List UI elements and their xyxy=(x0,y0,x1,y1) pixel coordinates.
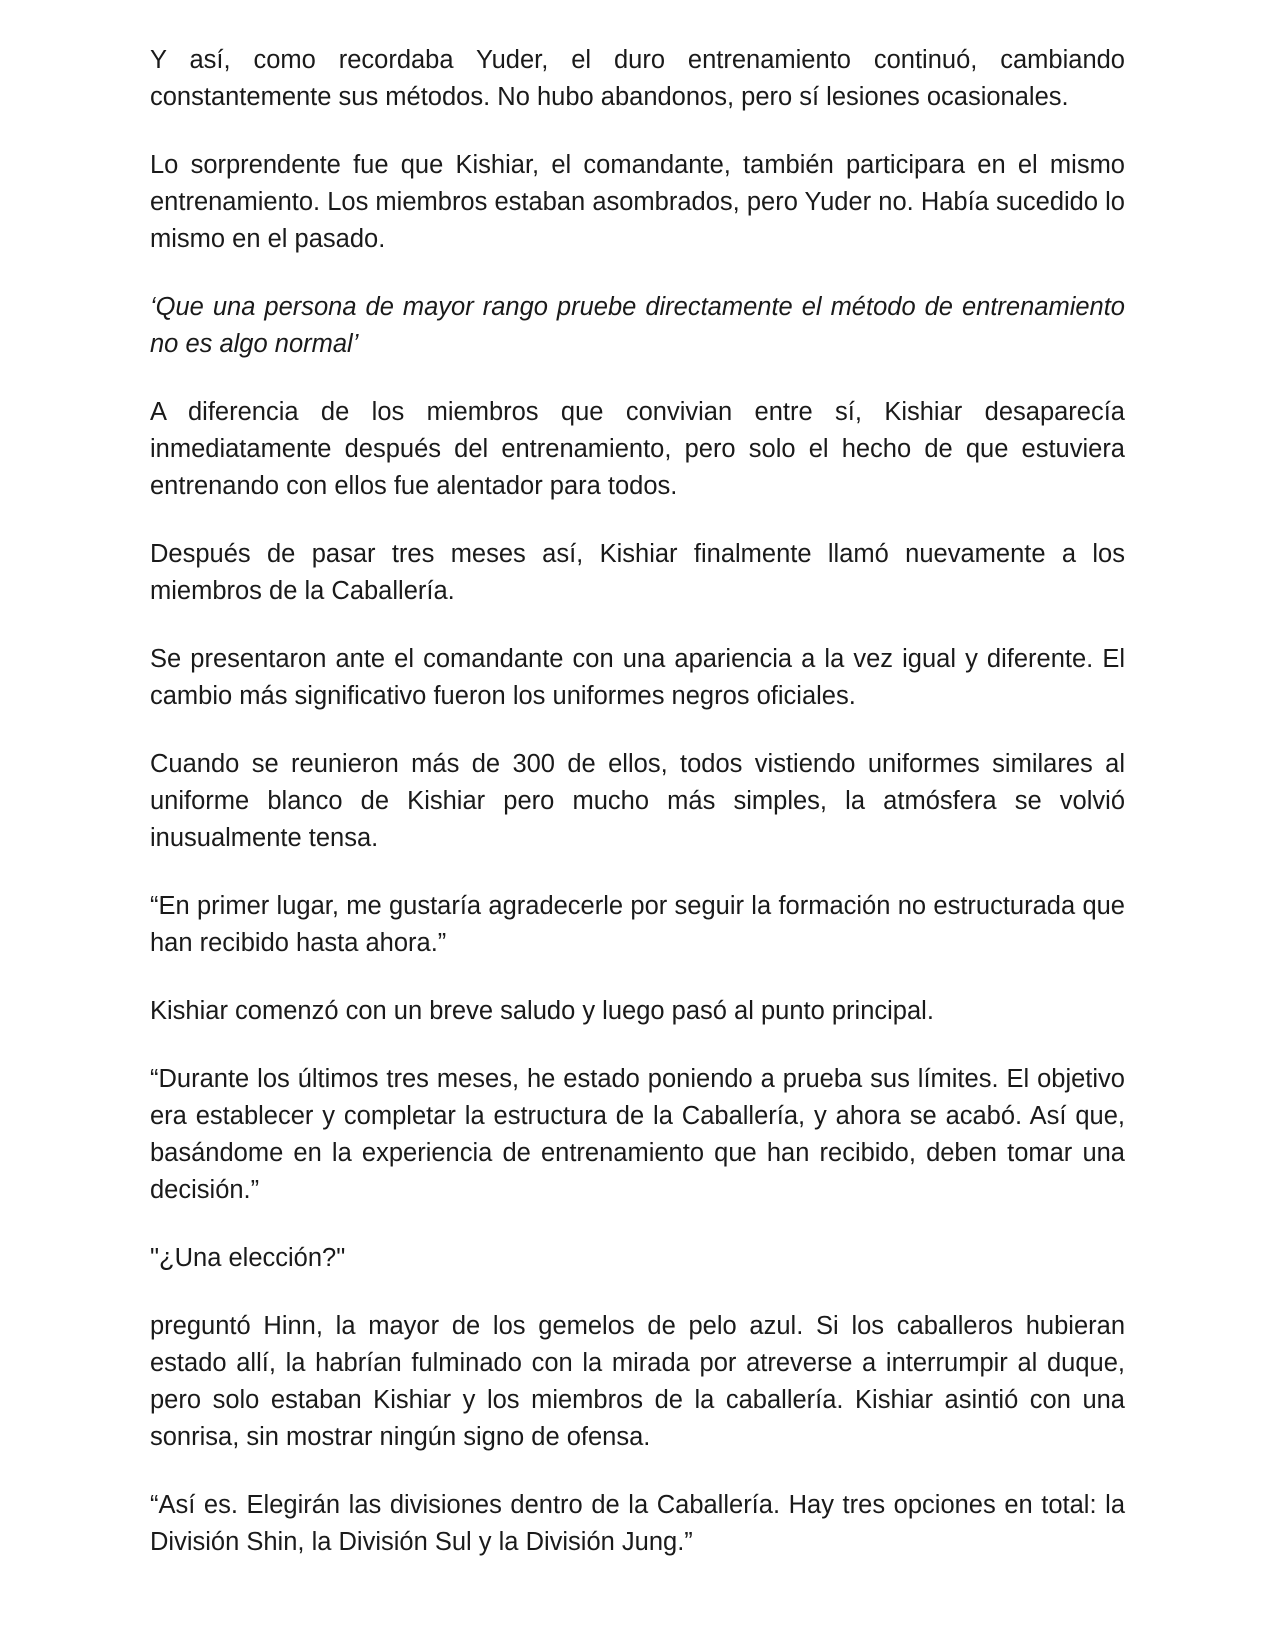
paragraph: Kishiar comenzó con un breve saludo y luego pasó al punto principal. xyxy=(150,997,934,1025)
paragraph: Y así, como recordaba Yuder, el duro entrenamiento continuó, cambiando constantemente sus métodos. No hubo abandonos, pero sí lesiones ocasionales. xyxy=(150,46,1125,111)
paragraph: Se presentaron ante el comandante con una apariencia a la vez igual y diferente. El cambio más significativo fueron los uniformes negros oficiales. xyxy=(150,645,1125,710)
paragraph-dialogue: “Durante los últimos tres meses, he estado poniendo a prueba sus límites. El objetivo era establecer y completar la estructura de la Caballería, y ahora se acabó. Así que, basándome en la experiencia de entrenamiento que han recibido, deben tomar una decisión.” xyxy=(150,1065,1125,1204)
document-body xyxy=(150,42,1125,1561)
paragraph: Cuando se reunieron más de 300 de ellos, todos vistiendo uniformes similares al uniforme blanco de Kishiar pero mucho más simples, la atmósfera se volvió inusualmente tensa. xyxy=(150,750,1125,852)
paragraph: A diferencia de los miembros que convivian entre sí, Kishiar desaparecía inmediatamente después del entrenamiento, pero solo el hecho de que estuviera entrenando con ellos fue alentador para todos. xyxy=(150,398,1125,500)
paragraph-dialogue: “Así es. Elegirán las divisiones dentro de la Caballería. Hay tres opciones en total: la División Shin, la División Sul y la División Jung.” xyxy=(150,1491,1125,1556)
paragraph: preguntó Hinn, la mayor de los gemelos de pelo azul. Si los caballeros hubieran estado allí, la habrían fulminado con la mirada por atreverse a interrumpir al duque, pero solo estaban Kishiar y los miembros de la caballería. Kishiar asintió con una sonrisa, sin mostrar ningún signo de ofensa. xyxy=(150,1312,1125,1451)
paragraph-dialogue: “En primer lugar, me gustaría agradecerle por seguir la formación no estructurada que han recibido hasta ahora.” xyxy=(150,892,1125,957)
paragraph-italic-thought: ‘Que una persona de mayor rango pruebe directamente el método de entrenamiento no es algo normal’ xyxy=(150,293,1125,358)
paragraph-dialogue: "¿Una elección?" xyxy=(150,1244,346,1272)
paragraph: Lo sorprendente fue que Kishiar, el comandante, también participara en el mismo entrenamiento. Los miembros estaban asombrados, pero Yuder no. Había sucedido lo mismo en el pasado. xyxy=(150,151,1125,253)
paragraph: Después de pasar tres meses así, Kishiar finalmente llamó nuevamente a los miembros de la Caballería. xyxy=(150,540,1125,605)
